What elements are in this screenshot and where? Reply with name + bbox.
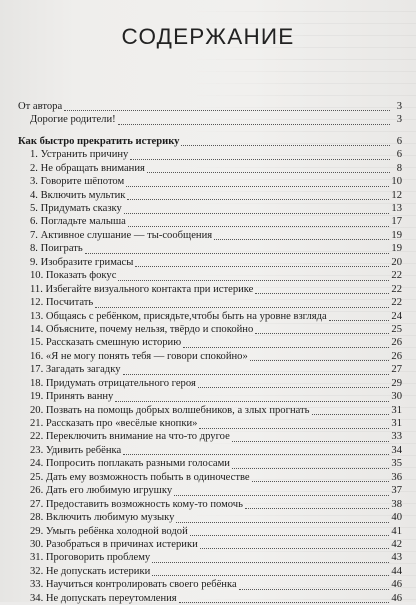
dot-leader [199,418,389,429]
toc-page-number: 25 [391,323,402,335]
dot-leader [255,283,389,294]
toc-item-text: 21. Рассказать про «весёлые кнопки» [30,418,198,430]
dot-leader [200,538,390,549]
toc-item-text: 28. Включить любимую музыку [30,512,175,524]
toc-item[interactable] [18,336,402,349]
toc-item-text: 20. Позвать на помощь добрых волшебников, а злых прогнать [30,404,310,416]
toc-page-number: 22 [391,270,402,282]
toc-item-text: 29. Умыть ребёнка холодной водой [30,525,188,537]
toc-page-number: 38 [391,498,402,510]
toc-item-text: 2. Не обращать внимания [30,162,145,174]
toc-item-text: 23. Удивить ребёнка [30,444,122,456]
toc-item-text: 31. Проговорить проблему [30,552,151,564]
toc-page-number: 8 [396,162,402,174]
toc-item-text: 5. Придумать сказку [30,203,122,215]
table-of-contents [18,100,402,605]
toc-item[interactable] [18,296,402,309]
toc-page-number: 6 [396,135,402,147]
toc-item[interactable] [18,229,402,242]
toc-page-number: 35 [391,458,402,470]
dot-leader [127,189,389,200]
dot-leader [190,525,390,536]
toc-item-text: 16. «Я не могу понять тебя — говори спокойно» [30,350,248,362]
toc-item[interactable] [18,511,402,524]
toc-item-text: 7. Активное слушание — ты-сообщения [30,229,213,241]
dot-leader [123,444,389,455]
dot-leader [123,364,390,375]
toc-page-number: 46 [391,592,402,604]
toc-page-number: 31 [391,418,402,430]
toc-item-text: 3. Говорите шёпотом [30,176,125,188]
dot-leader [147,162,390,173]
toc-page-number: 42 [391,538,402,550]
dot-leader [214,229,389,240]
toc-page-number: 22 [391,297,402,309]
toc-item-text: 33. Научиться контролировать своего ребёнка [30,579,237,591]
toc-item-list [18,148,402,605]
toc-page-number: 10 [391,176,402,188]
toc-page-number: 44 [391,565,402,577]
toc-item-text: 1. Устранить причину [30,149,129,161]
toc-item[interactable] [18,189,402,202]
toc-entry-text: Дорогие родители! [30,114,116,126]
dot-leader [198,377,390,388]
toc-page-number: 30 [391,391,402,403]
toc-item-text: 19. Принять ванну [30,391,114,403]
toc-page-number: 27 [391,364,402,376]
dot-leader [181,135,390,146]
toc-item[interactable] [18,431,402,444]
toc-item[interactable] [18,202,402,215]
dot-leader [245,498,389,509]
spacer [18,127,402,135]
dot-leader [232,431,390,442]
toc-item-text: 27. Предоставить возможность кому-то помочь [30,498,243,510]
toc-item[interactable] [18,404,402,417]
toc-page-number: 34 [391,444,402,456]
toc-item[interactable] [18,417,402,430]
toc-page-number: 26 [391,337,402,349]
toc-item[interactable] [18,377,402,390]
toc-item[interactable] [18,484,402,497]
toc-item[interactable] [18,269,402,282]
toc-entry-author[interactable] [18,100,402,113]
dot-leader [312,404,390,415]
dot-leader [118,114,390,125]
toc-item[interactable] [18,162,402,175]
dot-leader [124,203,390,214]
toc-section-heading[interactable] [18,135,402,148]
dot-leader [152,552,389,563]
toc-page-number: 26 [391,350,402,362]
toc-item-text: 6. Погладьте малыша [30,216,126,228]
toc-item[interactable] [18,148,402,161]
toc-page-number: 33 [391,431,402,443]
toc-page-number: 17 [391,216,402,228]
toc-item[interactable] [18,525,402,538]
toc-item-text: 8. Поиграть [30,243,83,255]
toc-page-number: 24 [391,310,402,322]
toc-item-text: 14. Объясните, почему нельзя, твёрдо и спокойно [30,323,254,335]
dot-leader [255,323,389,334]
toc-item-text: 13. Общаясь с ребёнком, присядьте,чтобы быть на уровне взгляда [30,310,327,322]
toc-page-number: 29 [391,377,402,389]
dot-leader [183,337,389,348]
toc-page-number: 31 [391,404,402,416]
dot-leader [135,256,389,267]
toc-item[interactable] [18,592,402,605]
toc-item[interactable] [18,471,402,484]
dot-leader [95,297,389,308]
toc-entry-parents[interactable] [18,113,402,126]
toc-item[interactable] [18,565,402,578]
toc-item-text: 24. Попросить поплакать разными голосами [30,458,230,470]
toc-item-text: 11. Избегайте визуального контакта при истерике [30,283,254,295]
toc-item-text: 12. Посчитать [30,297,94,309]
toc-item-text: 4. Включить мультик [30,189,126,201]
toc-item[interactable] [18,363,402,376]
dot-leader [239,579,390,590]
dot-leader [85,243,390,254]
dot-leader [152,565,389,576]
dot-leader [232,458,389,469]
toc-page-number: 13 [391,203,402,215]
toc-page-number: 46 [391,579,402,591]
toc-item-text: 30. Разобраться в причинах истерики [30,538,198,550]
dot-leader [329,310,390,321]
toc-page-number: 37 [391,485,402,497]
toc-item[interactable] [18,551,402,564]
toc-page-number: 12 [391,189,402,201]
toc-item[interactable] [18,216,402,229]
dot-leader [130,149,390,160]
toc-item-text: 34. Не допускать переутомления [30,592,177,604]
toc-page-number: 40 [391,512,402,524]
section-heading-text: Как быстро прекратить истерику [18,135,180,147]
dot-leader [176,512,389,523]
toc-page-number: 22 [391,283,402,295]
toc-page-number: 20 [391,256,402,268]
toc-item-text: 17. Загадать загадку [30,364,121,376]
toc-item[interactable] [18,498,402,511]
toc-item-text: 9. Изобразите гримасы [30,256,134,268]
toc-item[interactable] [18,538,402,551]
page-title: СОДЕРЖАНИЕ [121,24,295,49]
toc-page-number: 41 [391,525,402,537]
toc-page-number: 43 [391,552,402,564]
toc-page-number: 19 [391,229,402,241]
toc-entry-text: От автора [18,100,63,112]
toc-item[interactable] [18,323,402,336]
toc-item-text: 26. Дать его любимую игрушку [30,485,173,497]
toc-page-number: 3 [396,100,402,112]
toc-item[interactable] [18,350,402,363]
dot-leader [64,100,390,111]
dot-leader [250,350,390,361]
dot-leader [118,270,389,281]
toc-item-text: 18. Придумать отрицательного героя [30,377,196,389]
toc-page-number: 36 [391,471,402,483]
toc-item-text: 32. Не допускать истерики [30,565,151,577]
toc-item[interactable] [18,578,402,591]
toc-item[interactable] [18,390,402,403]
toc-item-text: 25. Дать ему возможность побыть в одиночестве [30,471,250,483]
toc-page-number: 6 [396,149,402,161]
toc-page-number: 3 [396,114,402,126]
dot-leader [174,485,389,496]
toc-item[interactable] [18,444,402,457]
toc-item[interactable] [18,457,402,470]
toc-page-number: 19 [391,243,402,255]
dot-leader [128,216,390,227]
dot-leader [115,391,389,402]
toc-item-text: 10. Показать фокус [30,270,117,282]
toc-item[interactable] [18,175,402,188]
toc-item-text: 22. Переключить внимание на что-то другое [30,431,230,443]
dot-leader [126,176,389,187]
toc-item[interactable] [18,283,402,296]
toc-item[interactable] [18,310,402,323]
toc-item-text: 15. Рассказать смешную историю [30,337,182,349]
dot-leader [252,471,390,482]
toc-item[interactable] [18,256,402,269]
toc-item[interactable] [18,242,402,255]
